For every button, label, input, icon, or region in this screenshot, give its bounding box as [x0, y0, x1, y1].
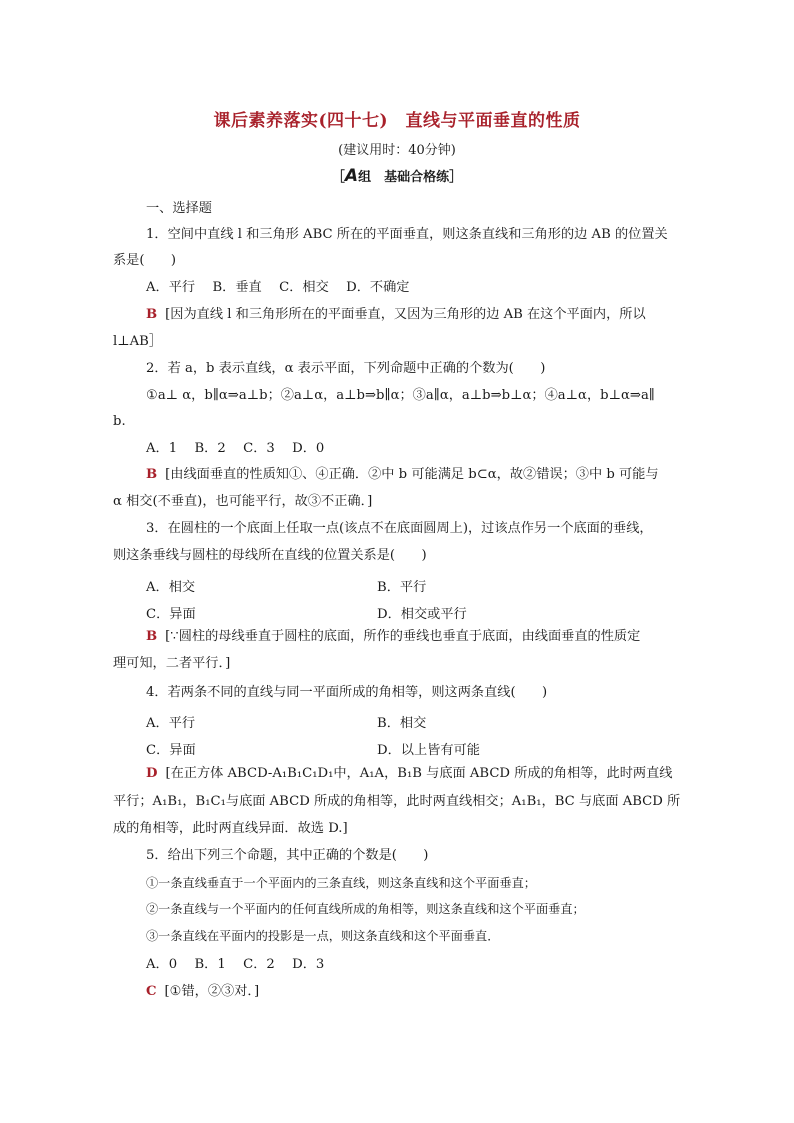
group-bracket: ［ — [331, 170, 345, 185]
q4-explanation-line3: 成的角相等，此时两直线异面．故选 D.] — [113, 821, 348, 836]
q5-statement-1: ①一条直线垂直于一个平面内的三条直线，则这条直线和这个平面垂直； — [146, 876, 536, 890]
section-heading: 一、选择题 — [146, 201, 212, 216]
q4-option-d: D．以上皆有可能 — [377, 743, 480, 758]
q4-explanation-line1 — [146, 765, 672, 783]
q3-explanation-line2: 理可知，二者平行．] — [113, 656, 231, 671]
q4-option-b: B．相交 — [377, 716, 427, 731]
q3-option-d: D．相交或平行 — [377, 607, 467, 622]
q1-options: A．平行 B．垂直 C．相交 D．不确定 — [146, 280, 410, 295]
q2-explanation-line1 — [146, 466, 659, 484]
q1-stem-line1: 1．空间中直线 l 和三角形 ABC 所在的平面垂直，则这条直线和三角形的边 AB 的位置关 — [146, 227, 668, 242]
page-title: 课后素养落实(四十七) 直线与平面垂直的性质 — [213, 111, 581, 131]
q3-explanation-text: [∵圆柱的母线垂直于圆柱的底面，所作的垂线也垂直于底面，由线面垂直的性质定 — [165, 629, 641, 644]
q1-explanation-text: [因为直线 l 和三角形所在的平面垂直，又因为三角形的边 AB 在这个平面内，所以 — [165, 307, 646, 322]
q5-statement-3: ③一条直线在平面内的投影是一点，则这条直线和这个平面垂直． — [146, 929, 500, 943]
q5-statement-2: ②一条直线与一个平面内的任何直线所成的角相等，则这条直线和这个平面垂直； — [146, 902, 585, 916]
q5-options: A．0 B．1 C．2 D．3 — [146, 957, 325, 972]
q4-answer: D — [146, 766, 158, 781]
suggested-time: (建议用时：40分钟) — [338, 143, 456, 158]
q1-stem-line2: 系是( ) — [113, 253, 177, 268]
q5-explanation-line1 — [146, 983, 259, 1001]
group-label: 组 基础合格练］ — [358, 170, 463, 185]
group-a-header — [0, 166, 794, 186]
q4-explanation-line2: 平行；A₁B₁，B₁C₁与底面 ABCD 所成的角相等，此时两直线相交；A₁B₁，BC 与底面 ABCD 所 — [113, 794, 681, 809]
q3-stem-line2: 则这条垂线与圆柱的母线所在直线的位置关系是( ) — [113, 548, 427, 563]
q3-answer: B — [146, 629, 158, 644]
q4-option-a: A．平行 — [146, 716, 196, 731]
q1-explanation-line1 — [146, 306, 646, 324]
q3-explanation-line1 — [146, 628, 640, 646]
q1-answer: B — [146, 307, 158, 322]
q3-option-b: B．平行 — [377, 580, 427, 595]
q4-stem: 4．若两条不同的直线与同一平面所成的角相等，则这两条直线( ) — [146, 685, 548, 700]
group-a-letter: A — [344, 166, 359, 186]
q2-explanation-line2: α 相交(不垂直)，也可能平行，故③不正确．] — [113, 494, 373, 509]
q5-answer: C — [146, 984, 157, 999]
q4-explanation-text: [在正方体 ABCD-A₁B₁C₁D₁中，A₁A，B₁B 与底面 ABCD 所成的角相等，此时两直线 — [165, 766, 673, 781]
q2-statements: ①a⊥ α，b∥α⇒a⊥b；②a⊥α，a⊥b⇒b∥α；③a∥α，a⊥b⇒b⊥α；④a⊥α，b⊥α⇒a∥ — [146, 388, 655, 403]
q5-stem: 5．给出下列三个命题，其中正确的个数是( ) — [146, 848, 429, 863]
q4-option-c: C．异面 — [146, 743, 196, 758]
q2-answer: B — [146, 467, 158, 482]
q2-stem-line1: 2．若 a，b 表示直线，α 表示平面，下列命题中正确的个数为( ) — [146, 361, 546, 376]
q2-explanation-text: [由线面垂直的性质知①、④正确．②中 b 可能满足 b⊂α，故②错误；③中 b 可能与 — [165, 467, 659, 482]
q3-option-a: A．相交 — [146, 580, 196, 595]
q3-option-c: C．异面 — [146, 607, 196, 622]
q2-options: A．1 B．2 C．3 D．0 — [146, 441, 325, 456]
q2-statements-cont: b. — [113, 414, 126, 429]
q3-stem-line1: 3．在圆柱的一个底面上任取一点(该点不在底面圆周上)，过该点作另一个底面的垂线， — [146, 521, 653, 536]
q5-explanation-text: [①错，②③对．] — [164, 984, 260, 999]
q1-explanation-line2: l⊥AB］ — [113, 334, 163, 349]
